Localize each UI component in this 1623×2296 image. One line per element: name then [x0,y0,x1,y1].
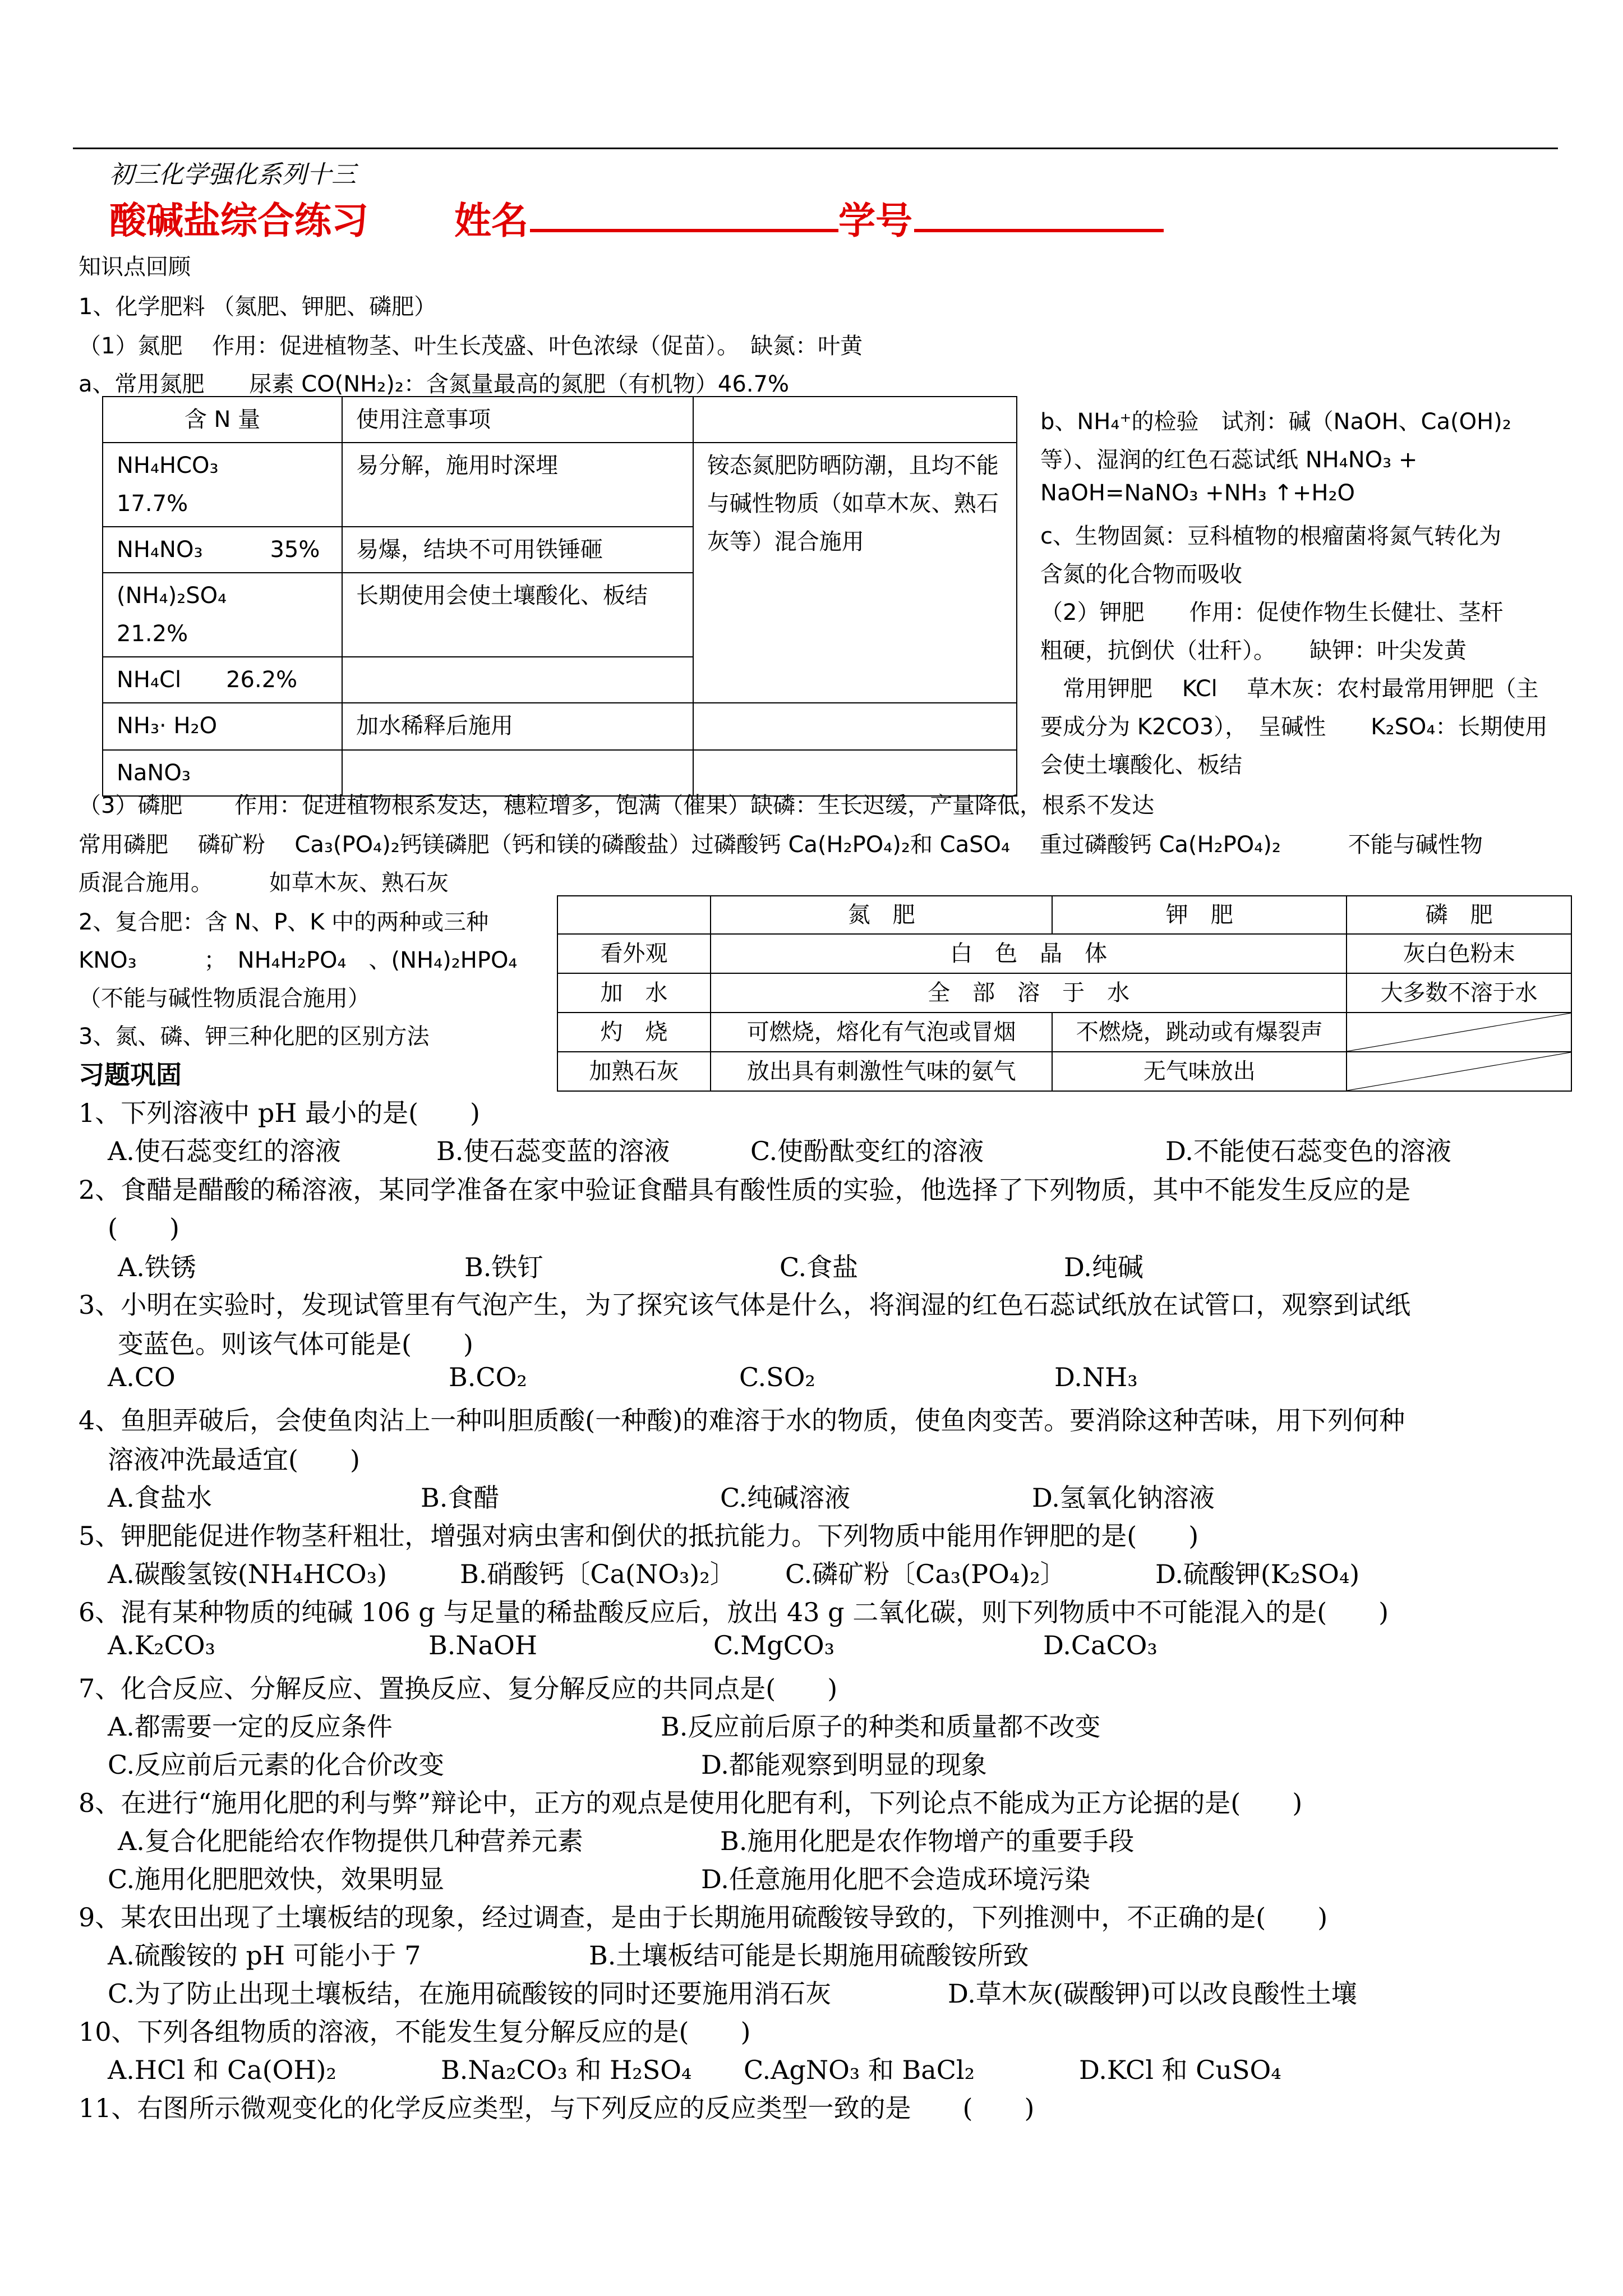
option-d[interactable]: D.CaCO₃ [1043,1630,1158,1660]
series-title: 初三化学强化系列十三 [109,161,356,188]
question-4: 4、鱼胆弄破后，会使鱼肉沾上一种叫胆质酸(一种酸)的难溶于水的物质，使鱼肉变苦。要消除这种苦味，用下列何种 [79,1405,1405,1435]
option-d[interactable]: D.KCl 和 CuSO₄ [1079,2055,1281,2085]
text-line: 质混合施用。 如草木灰、熟石灰 [79,870,449,896]
table-header: 使用注意事项 [342,397,693,443]
option-c[interactable]: C.纯碱溶液 [720,1483,851,1513]
table-cell: NaNO₃ [103,750,342,796]
option-b[interactable]: B.Na₂CO₃ 和 H₂SO₄ [441,2055,692,2085]
text-line: c、生物固氮：豆科植物的根瘤菌将氮气转化为 [1040,523,1501,549]
table-cell: 无气味放出 [1052,1052,1347,1091]
table-cell: NH₃· H₂O [103,703,342,750]
nitrogen-fertilizer-table [102,396,1017,797]
table-header: 氮 肥 [711,896,1052,934]
text-line: （不能与碱性物质混合施用） [79,986,370,1011]
option-b[interactable]: B.食醋 [421,1483,500,1513]
option-a[interactable]: A.使石蕊变红的溶液 [108,1136,341,1166]
table-merged-note: 铵态氮肥防晒防潮，且均不能与碱性物质（如草木灰、熟石灰等）混合施用 [693,443,1017,703]
table-cell: (NH₄)₂SO₄ 21.2% [103,573,342,657]
table-cell: 灰白色粉末 [1347,934,1571,973]
answer-bracket: ( ) [108,1213,179,1243]
text-line: NaOH=NaNO₃ +NH₃ ↑+H₂O [1040,480,1355,506]
option-a[interactable]: A.食盐水 [108,1483,212,1513]
text-line: 常用磷肥 磷矿粉 Ca₃(PO₄)₂钙镁磷肥（钙和镁的磷酸盐）过磷酸钙 Ca(H₂PO₄)₂和 CaSO₄ 重过磷酸钙 Ca(H₂PO₄)₂ 不能与碱性物 [79,832,1483,858]
text-line: 要成分为 K2CO3）， 呈碱性 K₂SO₄：长期使用 [1040,714,1548,740]
question-5: 5、钾肥能促进作物茎秆粗壮，增强对病虫害和倒伏的抵抗能力。下列物质中能用作钾肥的是( ) [79,1521,1199,1551]
option-d[interactable]: D.氢氧化钠溶液 [1032,1483,1215,1513]
table-cell: 加水稀释后施用 [342,703,693,750]
option-c[interactable]: C.食盐 [780,1252,859,1282]
text-line: 3、氮、磷、钾三种化肥的区别方法 [79,1024,430,1050]
question-6: 6、混有某种物质的纯碱 106 g 与足量的稀盐酸反应后，放出 43 g 二氧化碳，则下列物质中不可能混入的是( ) [79,1597,1389,1627]
option-b[interactable]: B.铁钉 [464,1252,543,1282]
table-cell: 全 部 溶 于 水 [711,973,1347,1013]
table-cell [342,657,693,703]
text-line: 会使土壤酸化、板结 [1040,752,1242,778]
option-b[interactable]: B.土壤板结可能是长期施用硫酸铵所致 [589,1940,1029,1971]
option-c[interactable]: C.MgCO₃ [713,1630,835,1660]
option-c[interactable]: C.施用化肥肥效快，效果明显 [108,1864,445,1894]
option-d[interactable]: D.不能使石蕊变色的溶液 [1165,1136,1451,1166]
table-cell: 不燃烧，跳动或有爆裂声 [1052,1013,1347,1052]
table-cell: NH₄Cl 26.2% [103,657,342,703]
option-a[interactable]: A.复合化肥能给农作物提供几种营养元素 [118,1826,583,1856]
option-b[interactable]: B.NaOH [428,1630,537,1660]
worksheet-title: 酸碱盐综合练习 [109,199,368,242]
option-a[interactable]: A.都需要一定的反应条件 [108,1711,393,1742]
option-c[interactable]: C.磷矿粉〔Ca₃(PO₄)₂〕 [785,1559,1066,1589]
section-heading: 习题巩固 [79,1060,182,1090]
question-10: 10、下列各组物质的溶液，不能发生复分解反应的是( ) [79,2017,751,2047]
question-2: 2、食醋是醋酸的稀溶液，某同学准备在家中验证食醋具有酸性质的实验，他选择了下列物质，其中不能发生反应的是 [79,1175,1411,1205]
question-7: 7、化合反应、分解反应、置换反应、复分解反应的共同点是( ) [79,1673,838,1704]
question-9: 9、某农田出现了土壤板结的现象，经过调查，是由于长期施用硫酸铵导致的，下列推测中，不正确的是( ) [79,1902,1328,1932]
option-d[interactable]: D.草木灰(碳酸钾)可以改良酸性土壤 [948,1978,1357,2009]
top-rule [73,148,1558,149]
text-line: 粗硬，抗倒伏（壮秆）。 缺钾：叶尖发黄 [1040,638,1467,664]
text-line: a、常用氮肥 尿素 CO(NH₂)₂：含氮量最高的氮肥（有机物）46.7% [79,371,789,397]
id-label: 学号 [838,199,912,242]
table-row-label: 加 水 [557,973,711,1013]
question-4-cont: 溶液冲洗最适宜( ) [108,1444,360,1475]
table-header [557,896,711,934]
text-line: 等）、湿润的红色石蕊试纸 NH₄NO₃ + [1040,447,1418,473]
text-line: （2）钾肥 作用：促使作物生长健壮、茎杆 [1040,600,1504,625]
option-a[interactable]: A.碳酸氢铵(NH₄HCO₃) [108,1559,388,1589]
text-line: KNO₃ ； NH₄H₂PO₄ 、(NH₄)₂HPO₄ [79,947,518,973]
table-cell: NH₄NO₃ 35% [103,527,342,573]
text-line: 1、化学肥料 （氮肥、钾肥、磷肥） [79,294,437,320]
option-d[interactable]: D.都能观察到明显的现象 [701,1750,987,1780]
question-3: 3、小明在实验时，发现试管里有气泡产生，为了探究该气体是什么，将润湿的红色石蕊试纸放在试管口，观察到试纸 [79,1290,1411,1320]
text-line: 含氮的化合物而吸收 [1040,562,1242,587]
text-line: 2、复合肥：含 N、P、K 中的两种或三种 [79,909,489,935]
question-3-cont: 变蓝色。则该气体可能是( ) [118,1329,473,1359]
option-d[interactable]: D.NH₃ [1054,1362,1138,1392]
table-cell: 白 色 晶 体 [711,934,1347,973]
table-cell: 大多数不溶于水 [1347,973,1571,1013]
option-b[interactable]: B.CO₂ [449,1362,527,1392]
diagonal-cell [1347,1052,1571,1091]
question-11: 11、右图所示微观变化的化学反应类型，与下列反应的反应类型一致的是 ( ) [79,2093,1035,2123]
option-d[interactable]: D.硫酸钾(K₂SO₄) [1155,1559,1360,1589]
table-header: 磷 肥 [1347,896,1571,934]
option-c[interactable]: C.使酚酞变红的溶液 [750,1136,984,1166]
name-blank[interactable] [530,229,838,232]
option-a[interactable]: A.K₂CO₃ [108,1630,215,1660]
diagonal-cell [1347,1013,1571,1052]
text-line: （3）磷肥 作用：促进植物根系发达，穗粒增多，饱满（催果）缺磷：生长迟缓，产量降低，根系不发达 [79,793,1155,818]
text-line: 常用钾肥 KCl 草木灰：农村最常用钾肥（主 [1040,676,1539,702]
fertilizer-identification-table [557,895,1572,1092]
table-header: 含 N 量 [103,397,342,443]
table-cell: 可燃烧，熔化有气泡或冒烟 [711,1013,1052,1052]
option-b[interactable]: B.施用化肥是农作物增产的重要手段 [720,1826,1135,1856]
option-c[interactable]: C.反应前后元素的化合价改变 [108,1750,445,1780]
option-d[interactable]: D.纯碱 [1064,1252,1144,1282]
text-line: （1）氮肥 作用：促进植物茎、叶生长茂盛、叶色浓绿（促苗）。 缺氮：叶黄 [79,333,863,359]
table-row-label: 灼 烧 [557,1013,711,1052]
option-a[interactable]: A.硫酸铵的 pH 可能小于 7 [108,1940,421,1971]
table-cell: 易爆，结块不可用铁锤砸 [342,527,693,573]
table-cell: 放出具有刺激性气味的氨气 [711,1052,1052,1091]
option-d[interactable]: D.任意施用化肥不会造成环境污染 [701,1864,1090,1894]
id-blank[interactable] [914,229,1164,232]
table-row-label: 看外观 [557,934,711,973]
option-b[interactable]: B.反应前后原子的种类和质量都不改变 [661,1711,1101,1742]
table-cell: 易分解，施用时深埋 [342,443,693,527]
question-1: 1、下列溶液中 pH 最小的是( ) [79,1098,480,1128]
text-line: b、NH₄⁺的检验 试剂：碱（NaOH、Ca(OH)₂ [1040,409,1511,435]
option-c[interactable]: C.SO₂ [739,1362,815,1392]
table-row-label: 加熟石灰 [557,1052,711,1091]
question-8: 8、在进行“施用化肥的利与弊”辩论中，正方的观点是使用化肥有利，下列论点不能成为正方论据的是( ) [79,1788,1303,1818]
option-a[interactable]: A.CO [108,1362,176,1392]
option-b[interactable]: B.使石蕊变蓝的溶液 [436,1136,670,1166]
table-cell: 长期使用会使土壤酸化、板结 [342,573,693,657]
table-header: 钾 肥 [1052,896,1347,934]
option-a[interactable]: A.铁锈 [118,1252,196,1282]
section-heading: 知识点回顾 [79,254,191,280]
option-c[interactable]: C.AgNO₃ 和 BaCl₂ [744,2055,975,2085]
name-label: 姓名 [454,199,528,242]
option-a[interactable]: A.HCl 和 Ca(OH)₂ [108,2055,336,2085]
option-c[interactable]: C.为了防止出现土壤板结，在施用硫酸铵的同时还要施用消石灰 [108,1978,832,2009]
option-b[interactable]: B.硝酸钙〔Ca(NO₃)₂〕 [460,1559,736,1589]
table-cell: NH₄HCO₃ 17.7% [103,443,342,527]
